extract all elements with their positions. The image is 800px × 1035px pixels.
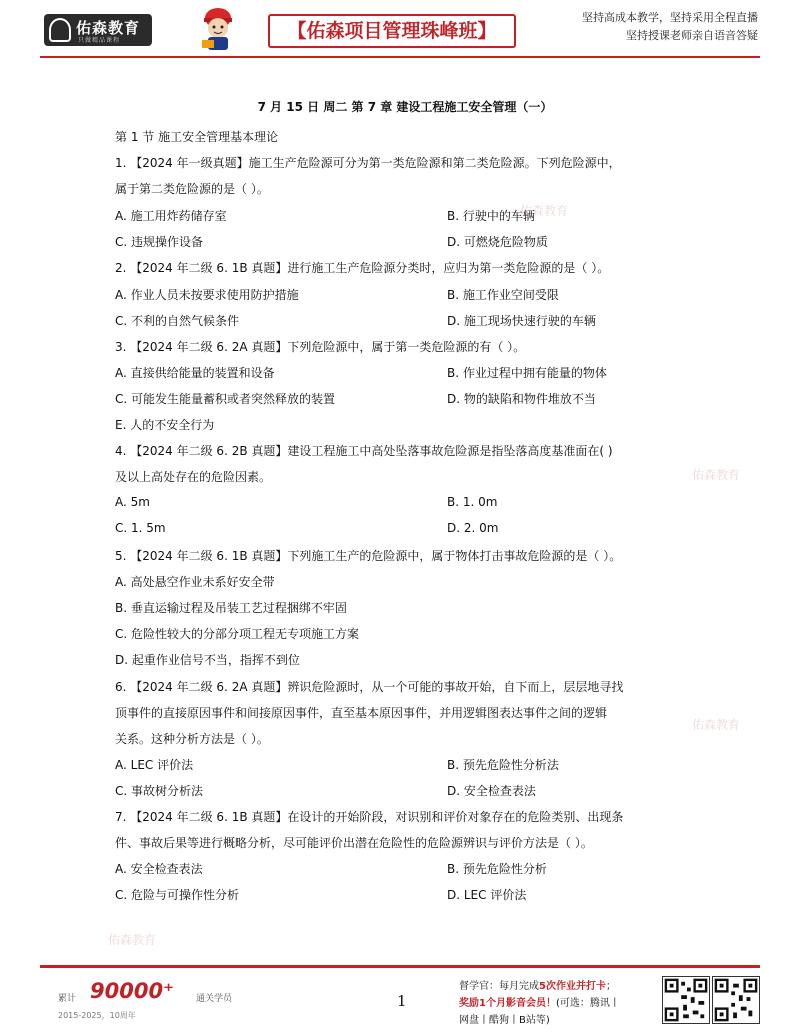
option-b: B. 预先危险性分析: [447, 862, 547, 876]
footer-promo: [459, 978, 659, 1029]
document-title: 7 月 15 日 周二 第 7 章 建设工程施工安全管理（一）: [257, 100, 553, 114]
option-a: A. 施工用炸药储存室: [115, 209, 227, 223]
question-6-stem: 顶事件的直接原因事件和间接原因事件，直至基本原因事件，并用逻辑图表达事件之间的逻辑: [115, 706, 608, 720]
option-d: D. LEC 评价法: [447, 888, 527, 902]
brand-mark-icon: [49, 18, 71, 42]
watermark: 佑森教育: [692, 468, 741, 482]
page-header-title: 【佑森项目管理珠峰班】: [268, 14, 516, 48]
option-c: C. 1. 5m: [115, 521, 166, 535]
option-c: C. 危险与可操作性分析: [115, 888, 240, 902]
option-d: D. 起重作业信号不当，指挥不到位: [115, 653, 300, 667]
question-1-stem: 属于第二类危险源的是（ ）。: [115, 182, 269, 196]
promo-highlight: 5次作业并打卡: [539, 981, 606, 992]
option-a: A. 安全检查表法: [115, 862, 203, 876]
promo-label: 督学官：每月完成: [459, 981, 539, 992]
option-b: B. 预先危险性分析法: [447, 758, 559, 772]
header-slogans: [582, 9, 758, 45]
anniversary-years: 2015-2025，10周年: [58, 1011, 136, 1020]
option-b: B. 作业过程中拥有能量的物体: [447, 366, 607, 380]
cumulative-suffix: 通关学员: [196, 994, 233, 1004]
logo-tagline: 只做精品课程: [78, 37, 121, 44]
qr-code-icon: [712, 976, 760, 1024]
option-b: B. 1. 0m: [447, 495, 498, 509]
promo-options: (可选：腾讯丨: [555, 998, 620, 1009]
option-c: C. 可能发生能量蓄积或者突然释放的装置: [115, 392, 336, 406]
question-5-stem: 5. 【2024 年二级 6. 1B 真题】下列施工生产的危险源中，属于物体打击事故危险源的是（ ）。: [115, 549, 622, 563]
option-b: B. 施工作业空间受限: [447, 288, 559, 302]
option-e: E. 人的不安全行为: [115, 418, 215, 432]
watermark: 佑森教育: [108, 933, 157, 947]
option-c: C. 危险性较大的分部分项工程无专项施工方案: [115, 627, 360, 641]
option-a: A. 高处悬空作业未系好安全带: [115, 575, 275, 589]
mascot-icon: [196, 4, 240, 52]
question-3-stem: 3. 【2024 年二级 6. 2A 真题】下列危险源中，属于第一类危险源的有（ ）。: [115, 340, 526, 354]
option-d: D. 可燃烧危险物质: [447, 235, 548, 249]
cumulative-prefix: 累计: [58, 994, 77, 1004]
question-7-stem: 件、事故后果等进行概略分析，尽可能评价出潜在危险性的危险源辨识与评价方法是（ ）。: [115, 836, 593, 850]
question-4-stem: 及以上高处存在的危险因素。: [115, 470, 272, 484]
question-1-stem: 1. 【2024 年一级真题】施工生产危险源可分为第一类危险源和第二类危险源。下列危险源中，: [115, 156, 621, 170]
logo-name: 佑森教育: [76, 19, 141, 37]
slogan-line: 坚持授课老师亲自语音答疑: [626, 29, 758, 42]
option-d: D. 物的缺陷和物件堆放不当: [447, 392, 596, 406]
qr-code-icon: [662, 976, 710, 1024]
page-number: 1: [397, 992, 407, 1010]
question-6-stem: 关系。这种分析方法是（ ）。: [115, 732, 269, 746]
option-d: D. 安全检查表法: [447, 784, 536, 798]
promo-line-3: 网盘丨酷狗丨B站等): [459, 1015, 550, 1026]
option-d: D. 2. 0m: [447, 521, 499, 535]
header-divider: [40, 56, 760, 58]
slogan-line: 坚持高成本教学，坚持采用全程直播: [582, 11, 758, 24]
option-b: B. 行驶中的车辆: [447, 209, 535, 223]
question-7-stem: 7. 【2024 年二级 6. 1B 真题】在设计的开始阶段，对识别和评价对象存在的危险类别、出现条: [115, 810, 624, 824]
option-d: D. 施工现场快速行驶的车辆: [447, 314, 596, 328]
footer-divider: [40, 965, 760, 968]
option-c: C. 不利的自然气候条件: [115, 314, 240, 328]
option-b: B. 垂直运输过程及吊装工艺过程捆绑不牢固: [115, 601, 347, 615]
option-a: A. 作业人员未按要求使用防护措施: [115, 288, 299, 302]
promo-line-2: [459, 995, 659, 1012]
option-a: A. 5m: [115, 495, 150, 509]
option-a: A. LEC 评价法: [115, 758, 194, 772]
question-2-stem: 2. 【2024 年二级 6. 1B 真题】进行施工生产危险源分类时，应归为第一类危险源的是（ ）。: [115, 261, 610, 275]
question-4-stem: 4. 【2024 年二级 6. 2B 真题】建设工程施工中高处坠落事故危险源是指坠落高度基准面在( ): [115, 444, 613, 458]
cumulative-number: 90000⁺: [90, 979, 175, 1003]
section-heading: 第 1 节 施工安全管理基本理论: [115, 130, 279, 144]
watermark: 佑森教育: [520, 204, 569, 218]
promo-reward: 奖励1个月影音会员！: [459, 998, 556, 1009]
watermark: 佑森教育: [692, 718, 741, 732]
promo-end: ；: [605, 981, 616, 992]
option-a: A. 直接供给能量的装置和设备: [115, 366, 275, 380]
option-c: C. 违规操作设备: [115, 235, 204, 249]
option-c: C. 事故树分析法: [115, 784, 204, 798]
brand-logo: [44, 14, 152, 46]
promo-line-1: [459, 978, 659, 995]
page-header: [0, 0, 800, 58]
question-6-stem: 6. 【2024 年二级 6. 2A 真题】辨识危险源时，从一个可能的事故开始，自下而上，层层地寻找: [115, 680, 624, 694]
